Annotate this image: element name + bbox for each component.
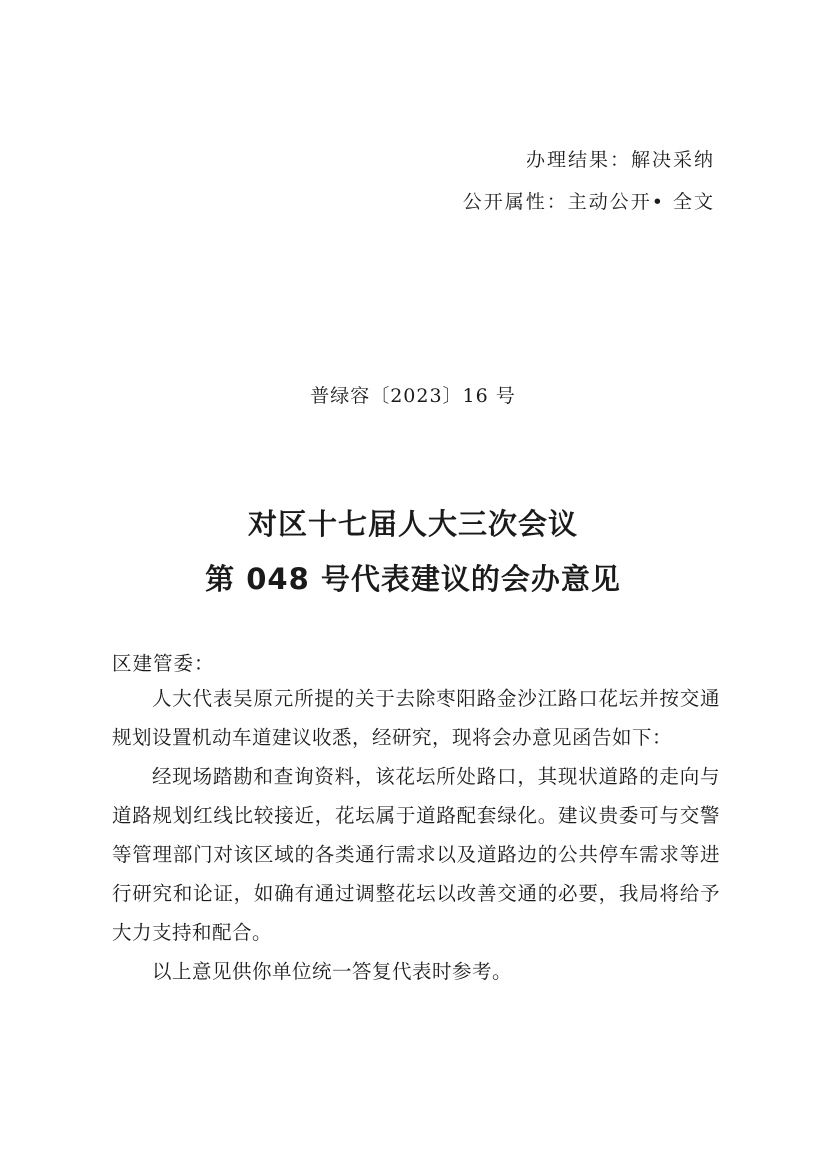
document-number: 普绿容〔2023〕16 号	[310, 385, 516, 407]
salutation: 区建管委：	[112, 652, 215, 675]
body-paragraph-3: 以上意见供你单位统一答复代表时参考。	[152, 960, 513, 983]
document-title-line-2: 第 048 号代表建议的会办意见	[205, 562, 621, 596]
disclosure-attribute: 公开属性：主动公开• 全文	[462, 191, 715, 213]
body-paragraph-2: 经现场踏勘和查询资料，该花坛所处路口，其现状道路的走向与道路规划红线比较接近，花坛属于道路配套绿化。建议贵委可与交警等管理部门对该区域的各类通行需求以及道路边的公共停车需求等进行研究和论证，如确有通过调整花坛以改善交通的必要，我局将给予大力支持和配合。	[112, 765, 720, 944]
document-title-line-1: 对区十七届人大三次会议	[247, 507, 578, 541]
handling-result: 办理结果：解决采纳	[525, 149, 715, 171]
body-paragraph-1: 人大代表吴原元所提的关于去除枣阳路金沙江路口花坛并按交通规划设置机动车道建议收悉，经研究，现将会办意见函告如下：	[112, 687, 720, 749]
